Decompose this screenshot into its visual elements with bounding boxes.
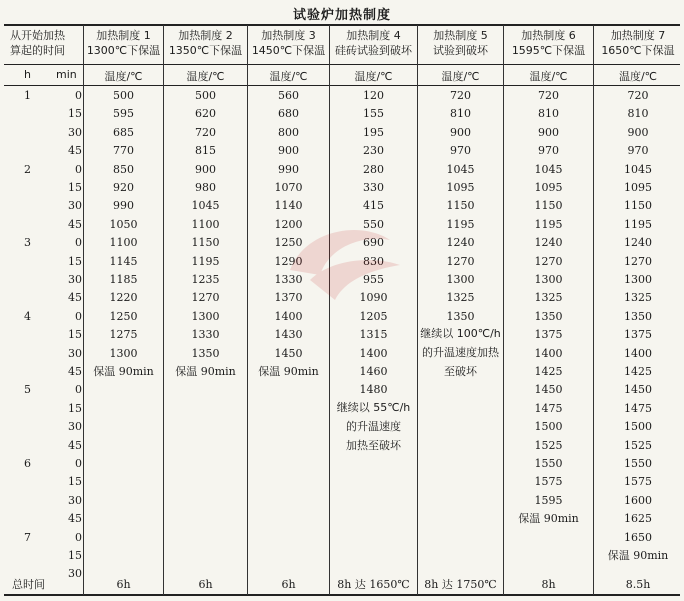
header-regime-6-name: 加热制度 6	[521, 29, 576, 42]
table-row	[0, 253, 684, 271]
temp-cell-regime-1: 920	[113, 181, 134, 194]
temp-cell-regime-6: 810	[538, 107, 559, 121]
temp-cell-regime-7: 1425	[624, 365, 652, 378]
temp-cell-regime-5: 1300	[446, 273, 475, 286]
total-regime-4: 8h 达 1650℃	[337, 578, 410, 591]
subheader-rule	[4, 85, 680, 86]
temp-cell-regime-1: 685	[113, 125, 134, 139]
temp-label-3: 温度/℃	[269, 70, 308, 83]
temp-cell-regime-6: 1325	[534, 291, 563, 305]
temp-cell-regime-3: 560	[278, 89, 299, 102]
temp-cell-regime-7: 1325	[624, 291, 652, 305]
temp-cell-regime-7: 1600	[624, 493, 652, 507]
temp-cell-regime-5: 1045	[446, 162, 475, 176]
temp-cell-regime-5: 1350	[446, 309, 475, 323]
table-row	[0, 105, 684, 123]
temp-cell-regime-2: 1270	[191, 291, 220, 305]
temp-cell-regime-5: 720	[450, 89, 471, 102]
table-row	[0, 308, 684, 326]
minute-cell: 0	[75, 530, 82, 544]
minute-cell: 30	[68, 199, 82, 213]
minute-cell: 30	[68, 125, 82, 139]
temp-cell-regime-3: 1400	[274, 309, 303, 323]
unit-minute: min	[56, 68, 77, 81]
temp-cell-regime-6: 1350	[534, 309, 563, 323]
header-regime-2	[164, 28, 247, 62]
temp-cell-regime-7: 1150	[624, 199, 652, 213]
temp-cell-regime-5: 1095	[446, 181, 475, 194]
temp-cell-regime-5: 1150	[446, 199, 475, 213]
temp-cell-regime-7: 1350	[624, 309, 652, 323]
total-regime-6: 8h	[541, 578, 556, 591]
minute-cell: 45	[68, 438, 82, 452]
table-row	[0, 492, 684, 510]
temp-cell-regime-7: 保温 90min	[607, 549, 669, 562]
temp-cell-regime-3: 1430	[274, 328, 303, 342]
temp-cell-regime-4: 195	[363, 125, 384, 139]
temp-cell-regime-2: 1235	[191, 273, 220, 286]
header-rule	[4, 64, 680, 65]
temp-cell-regime-1: 1050	[109, 217, 138, 231]
temp-cell-regime-2: 720	[195, 125, 216, 139]
table-row	[0, 124, 684, 142]
temp-cell-regime-2: 保温 90min	[175, 365, 236, 378]
temp-label-2: 温度/℃	[186, 70, 225, 83]
temp-cell-regime-4: 550	[363, 217, 384, 231]
temp-cell-regime-7: 1475	[624, 401, 652, 415]
note-regime-5-line2: 的升温速度加热	[422, 346, 499, 359]
hour-cell: 1	[24, 89, 31, 102]
header-time-line2: 算起的时间	[10, 44, 65, 57]
temp-cell-regime-3: 800	[278, 125, 299, 139]
minute-cell: 30	[68, 346, 82, 360]
temp-label-5: 温度/℃	[441, 70, 480, 83]
minute-cell: 45	[68, 217, 82, 231]
temp-cell-regime-6: 970	[538, 144, 559, 158]
temp-cell-regime-2: 815	[195, 144, 216, 158]
total-regime-1: 6h	[116, 578, 131, 591]
header-regime-1	[84, 28, 163, 62]
temp-cell-regime-1: 770	[113, 144, 134, 158]
total-regime-7: 8.5h	[625, 578, 651, 591]
temp-cell-regime-2: 620	[195, 107, 216, 121]
table-row	[0, 473, 684, 491]
temp-label-4: 温度/℃	[354, 70, 393, 83]
minute-cell: 30	[68, 273, 82, 286]
temp-cell-regime-2: 500	[195, 89, 216, 102]
temp-cell-regime-4: 330	[363, 181, 384, 194]
minute-cell: 15	[68, 107, 82, 121]
hour-cell: 3	[24, 236, 31, 250]
temp-cell-regime-6: 1375	[534, 328, 563, 342]
minute-cell: 15	[68, 328, 82, 342]
temp-cell-regime-3: 900	[278, 144, 299, 158]
table-row	[0, 142, 684, 160]
hour-cell: 4	[24, 309, 31, 323]
temp-cell-regime-7: 970	[627, 144, 649, 158]
temp-cell-regime-1: 1100	[109, 236, 138, 250]
temp-cell-regime-1: 1300	[109, 346, 138, 360]
temp-cell-regime-3: 1370	[274, 291, 303, 305]
temp-cell-regime-3: 1070	[274, 181, 303, 194]
table-row	[0, 216, 684, 234]
note-regime-4-line1: 继续以 55℃/h	[336, 401, 411, 414]
minute-cell: 15	[68, 401, 82, 415]
minute-cell: 30	[68, 567, 82, 581]
temp-cell-regime-6: 1450	[534, 383, 563, 397]
temp-cell-regime-2: 1100	[191, 217, 220, 231]
temp-cell-regime-3: 990	[278, 162, 299, 176]
temp-cell-regime-3: 1330	[274, 273, 303, 286]
table-row	[0, 87, 684, 105]
temp-cell-regime-4: 1090	[359, 291, 388, 305]
temp-cell-regime-6: 1425	[534, 365, 563, 378]
temp-cell-regime-1: 保温 90min	[93, 365, 154, 378]
header-regime-2-desc: 1350℃下保温	[168, 44, 243, 57]
temp-cell-regime-5: 1270	[446, 254, 475, 268]
total-regime-2: 6h	[198, 578, 213, 591]
table-top-rule	[4, 24, 680, 26]
temp-cell-regime-4: 1315	[359, 328, 388, 342]
temp-cell-regime-2: 900	[195, 162, 216, 176]
hour-cell: 6	[24, 457, 31, 470]
total-label: 总时间	[12, 578, 45, 591]
temp-cell-regime-4: 955	[363, 273, 384, 286]
table-row	[0, 161, 684, 179]
header-regime-6	[504, 28, 593, 62]
temp-cell-regime-2: 1195	[191, 254, 220, 268]
temp-cell-regime-4: 1460	[359, 365, 388, 378]
temp-cell-regime-6: 1150	[534, 199, 563, 213]
note-regime-5-line1: 继续以 100℃/h	[420, 327, 501, 340]
temp-cell-regime-3: 1250	[274, 236, 303, 250]
temp-cell-regime-6: 1300	[534, 273, 563, 286]
hour-cell: 5	[24, 383, 31, 397]
temp-cell-regime-1: 500	[113, 89, 134, 102]
header-regime-3-desc: 1450℃下保温	[251, 44, 326, 57]
temp-cell-regime-5: 1240	[446, 236, 475, 250]
minute-cell: 15	[68, 254, 82, 268]
total-regime-5: 8h 达 1750℃	[424, 578, 497, 591]
temp-cell-regime-3: 1290	[274, 254, 303, 268]
hour-cell: 2	[24, 162, 31, 176]
temp-cell-regime-2: 1300	[191, 309, 220, 323]
minute-cell: 0	[75, 383, 82, 397]
table-row	[0, 363, 684, 381]
temp-label-1: 温度/℃	[104, 70, 143, 83]
temp-cell-regime-1: 1220	[109, 291, 138, 305]
temp-cell-regime-5: 900	[450, 125, 471, 139]
table-row	[0, 234, 684, 252]
temp-cell-regime-7: 720	[627, 89, 649, 102]
temp-cell-regime-7: 1650	[624, 530, 652, 544]
header-regime-7-desc: 1650℃下保温	[601, 44, 675, 57]
temp-cell-regime-7: 1300	[624, 273, 652, 286]
temp-cell-regime-4: 1400	[359, 346, 388, 360]
header-regime-3	[248, 28, 329, 62]
temp-cell-regime-1: 850	[113, 162, 134, 176]
temp-cell-regime-6: 1240	[534, 236, 563, 250]
temp-cell-regime-7: 1095	[624, 181, 652, 194]
temp-cell-regime-3: 保温 90min	[258, 365, 319, 378]
temp-cell-regime-7: 1575	[624, 475, 652, 489]
header-regime-7	[594, 28, 682, 62]
temp-cell-regime-4: 1480	[359, 383, 388, 397]
temp-cell-regime-1: 1185	[109, 273, 138, 286]
table-row	[0, 197, 684, 215]
temp-cell-regime-3: 1200	[274, 217, 303, 231]
temp-cell-regime-7: 1045	[624, 162, 652, 176]
note-regime-5	[418, 324, 503, 381]
temp-cell-regime-1: 595	[113, 107, 134, 121]
minute-cell: 15	[68, 475, 82, 489]
temp-cell-regime-3: 1140	[274, 199, 303, 213]
temp-cell-regime-7: 810	[627, 107, 649, 121]
minute-cell: 45	[68, 512, 82, 526]
note-regime-5-line3: 至破坏	[444, 365, 477, 378]
minute-cell: 0	[75, 162, 82, 176]
table-row	[0, 381, 684, 399]
table-row	[0, 529, 684, 547]
table-row	[0, 289, 684, 307]
temp-cell-regime-6: 1525	[534, 438, 563, 452]
table-row	[0, 326, 684, 344]
temp-cell-regime-5: 810	[450, 107, 471, 121]
temp-cell-regime-2: 1150	[191, 236, 220, 250]
temp-label-7: 温度/℃	[618, 70, 658, 83]
minute-cell: 0	[75, 309, 82, 323]
minute-cell: 15	[68, 181, 82, 194]
temp-cell-regime-7: 900	[627, 125, 649, 139]
temp-cell-regime-6: 1575	[534, 475, 563, 489]
total-regime-3: 6h	[281, 578, 296, 591]
header-regime-5-name: 加热制度 5	[433, 29, 488, 42]
minute-cell: 30	[68, 420, 82, 434]
temp-cell-regime-4: 155	[363, 107, 384, 121]
table-row	[0, 510, 684, 528]
header-time-column	[10, 28, 85, 62]
page-title: 试验炉加热制度	[292, 8, 391, 23]
minute-cell: 0	[75, 236, 82, 250]
temp-cell-regime-7: 1375	[624, 328, 652, 342]
header-regime-5-desc: 试验到破坏	[433, 44, 488, 57]
header-time-line1: 从开始加热	[10, 29, 65, 42]
temp-cell-regime-4: 120	[363, 89, 384, 102]
minute-cell: 45	[68, 365, 82, 378]
temp-cell-regime-1: 1275	[109, 328, 138, 342]
header-regime-6-desc: 1595℃下保温	[511, 44, 586, 57]
hour-cell: 7	[24, 530, 31, 544]
temp-cell-regime-4: 415	[363, 199, 384, 213]
minute-cell: 45	[68, 291, 82, 305]
temp-cell-regime-4: 690	[363, 236, 384, 250]
header-regime-1-desc: 1300℃下保温	[86, 44, 161, 57]
temp-cell-regime-1: 1250	[109, 309, 138, 323]
temp-cell-regime-7: 1400	[624, 346, 652, 360]
temp-cell-regime-7: 1450	[624, 383, 652, 397]
temp-cell-regime-7: 1625	[624, 512, 652, 526]
temp-cell-regime-7: 1195	[624, 217, 652, 231]
temp-label-6: 温度/℃	[529, 70, 568, 83]
temp-cell-regime-4: 830	[363, 254, 384, 268]
temp-cell-regime-6: 1045	[534, 162, 563, 176]
temp-cell-regime-6: 1595	[534, 493, 563, 507]
note-regime-4	[331, 398, 416, 455]
minute-cell: 45	[68, 144, 82, 158]
temp-cell-regime-6: 1195	[534, 217, 563, 231]
table-row	[0, 345, 684, 363]
temp-cell-regime-7: 1550	[624, 457, 652, 470]
temp-cell-regime-2: 1350	[191, 346, 220, 360]
temp-cell-regime-6: 1500	[534, 420, 563, 434]
minute-cell: 0	[75, 457, 82, 470]
temp-cell-regime-3: 1450	[274, 346, 303, 360]
temp-cell-regime-6: 1475	[534, 401, 563, 415]
temp-cell-regime-1: 1145	[109, 254, 138, 268]
table-row	[0, 455, 684, 473]
temp-cell-regime-6: 1550	[534, 457, 563, 470]
table-row	[0, 271, 684, 289]
temp-cell-regime-6: 720	[538, 89, 559, 102]
temp-cell-regime-4: 230	[363, 144, 384, 158]
temp-cell-regime-6: 1400	[534, 346, 563, 360]
header-regime-5	[418, 28, 503, 62]
temp-cell-regime-2: 1330	[191, 328, 220, 342]
minute-cell: 30	[68, 493, 82, 507]
temp-cell-regime-2: 1045	[191, 199, 220, 213]
minute-cell: 15	[68, 549, 82, 562]
temp-cell-regime-7: 1270	[624, 254, 652, 268]
note-regime-4-line3: 加热至破坏	[346, 439, 401, 452]
table-bottom-rule	[4, 594, 680, 596]
temp-cell-regime-2: 980	[195, 181, 216, 194]
note-regime-4-line2: 的升温速度	[346, 420, 401, 433]
temp-cell-regime-1: 990	[113, 199, 134, 213]
header-regime-4	[330, 28, 417, 62]
minute-cell: 0	[75, 89, 82, 102]
temp-cell-regime-5: 1195	[446, 217, 475, 231]
header-regime-4-desc: 硅砖试验到破坏	[335, 44, 412, 57]
temp-cell-regime-4: 280	[363, 162, 384, 176]
temp-cell-regime-7: 1525	[624, 438, 652, 452]
temp-cell-regime-6: 保温 90min	[518, 512, 579, 526]
temp-cell-regime-7: 1240	[624, 236, 652, 250]
temp-cell-regime-5: 970	[450, 144, 471, 158]
temp-cell-regime-4: 1205	[359, 309, 388, 323]
header-regime-2-name: 加热制度 2	[178, 29, 233, 42]
table-row	[0, 179, 684, 197]
header-regime-1-name: 加热制度 1	[96, 29, 151, 42]
temp-cell-regime-6: 1095	[534, 181, 563, 194]
temp-cell-regime-6: 1270	[534, 254, 563, 268]
temp-cell-regime-7: 1500	[624, 420, 652, 434]
temp-cell-regime-3: 680	[278, 107, 299, 121]
header-regime-3-name: 加热制度 3	[261, 29, 316, 42]
header-regime-4-name: 加热制度 4	[346, 29, 401, 42]
temp-cell-regime-6: 900	[538, 125, 559, 139]
table-row	[0, 547, 684, 565]
header-regime-7-name: 加热制度 7	[610, 29, 666, 42]
unit-hour: h	[24, 68, 31, 81]
temp-cell-regime-5: 1325	[446, 291, 475, 305]
